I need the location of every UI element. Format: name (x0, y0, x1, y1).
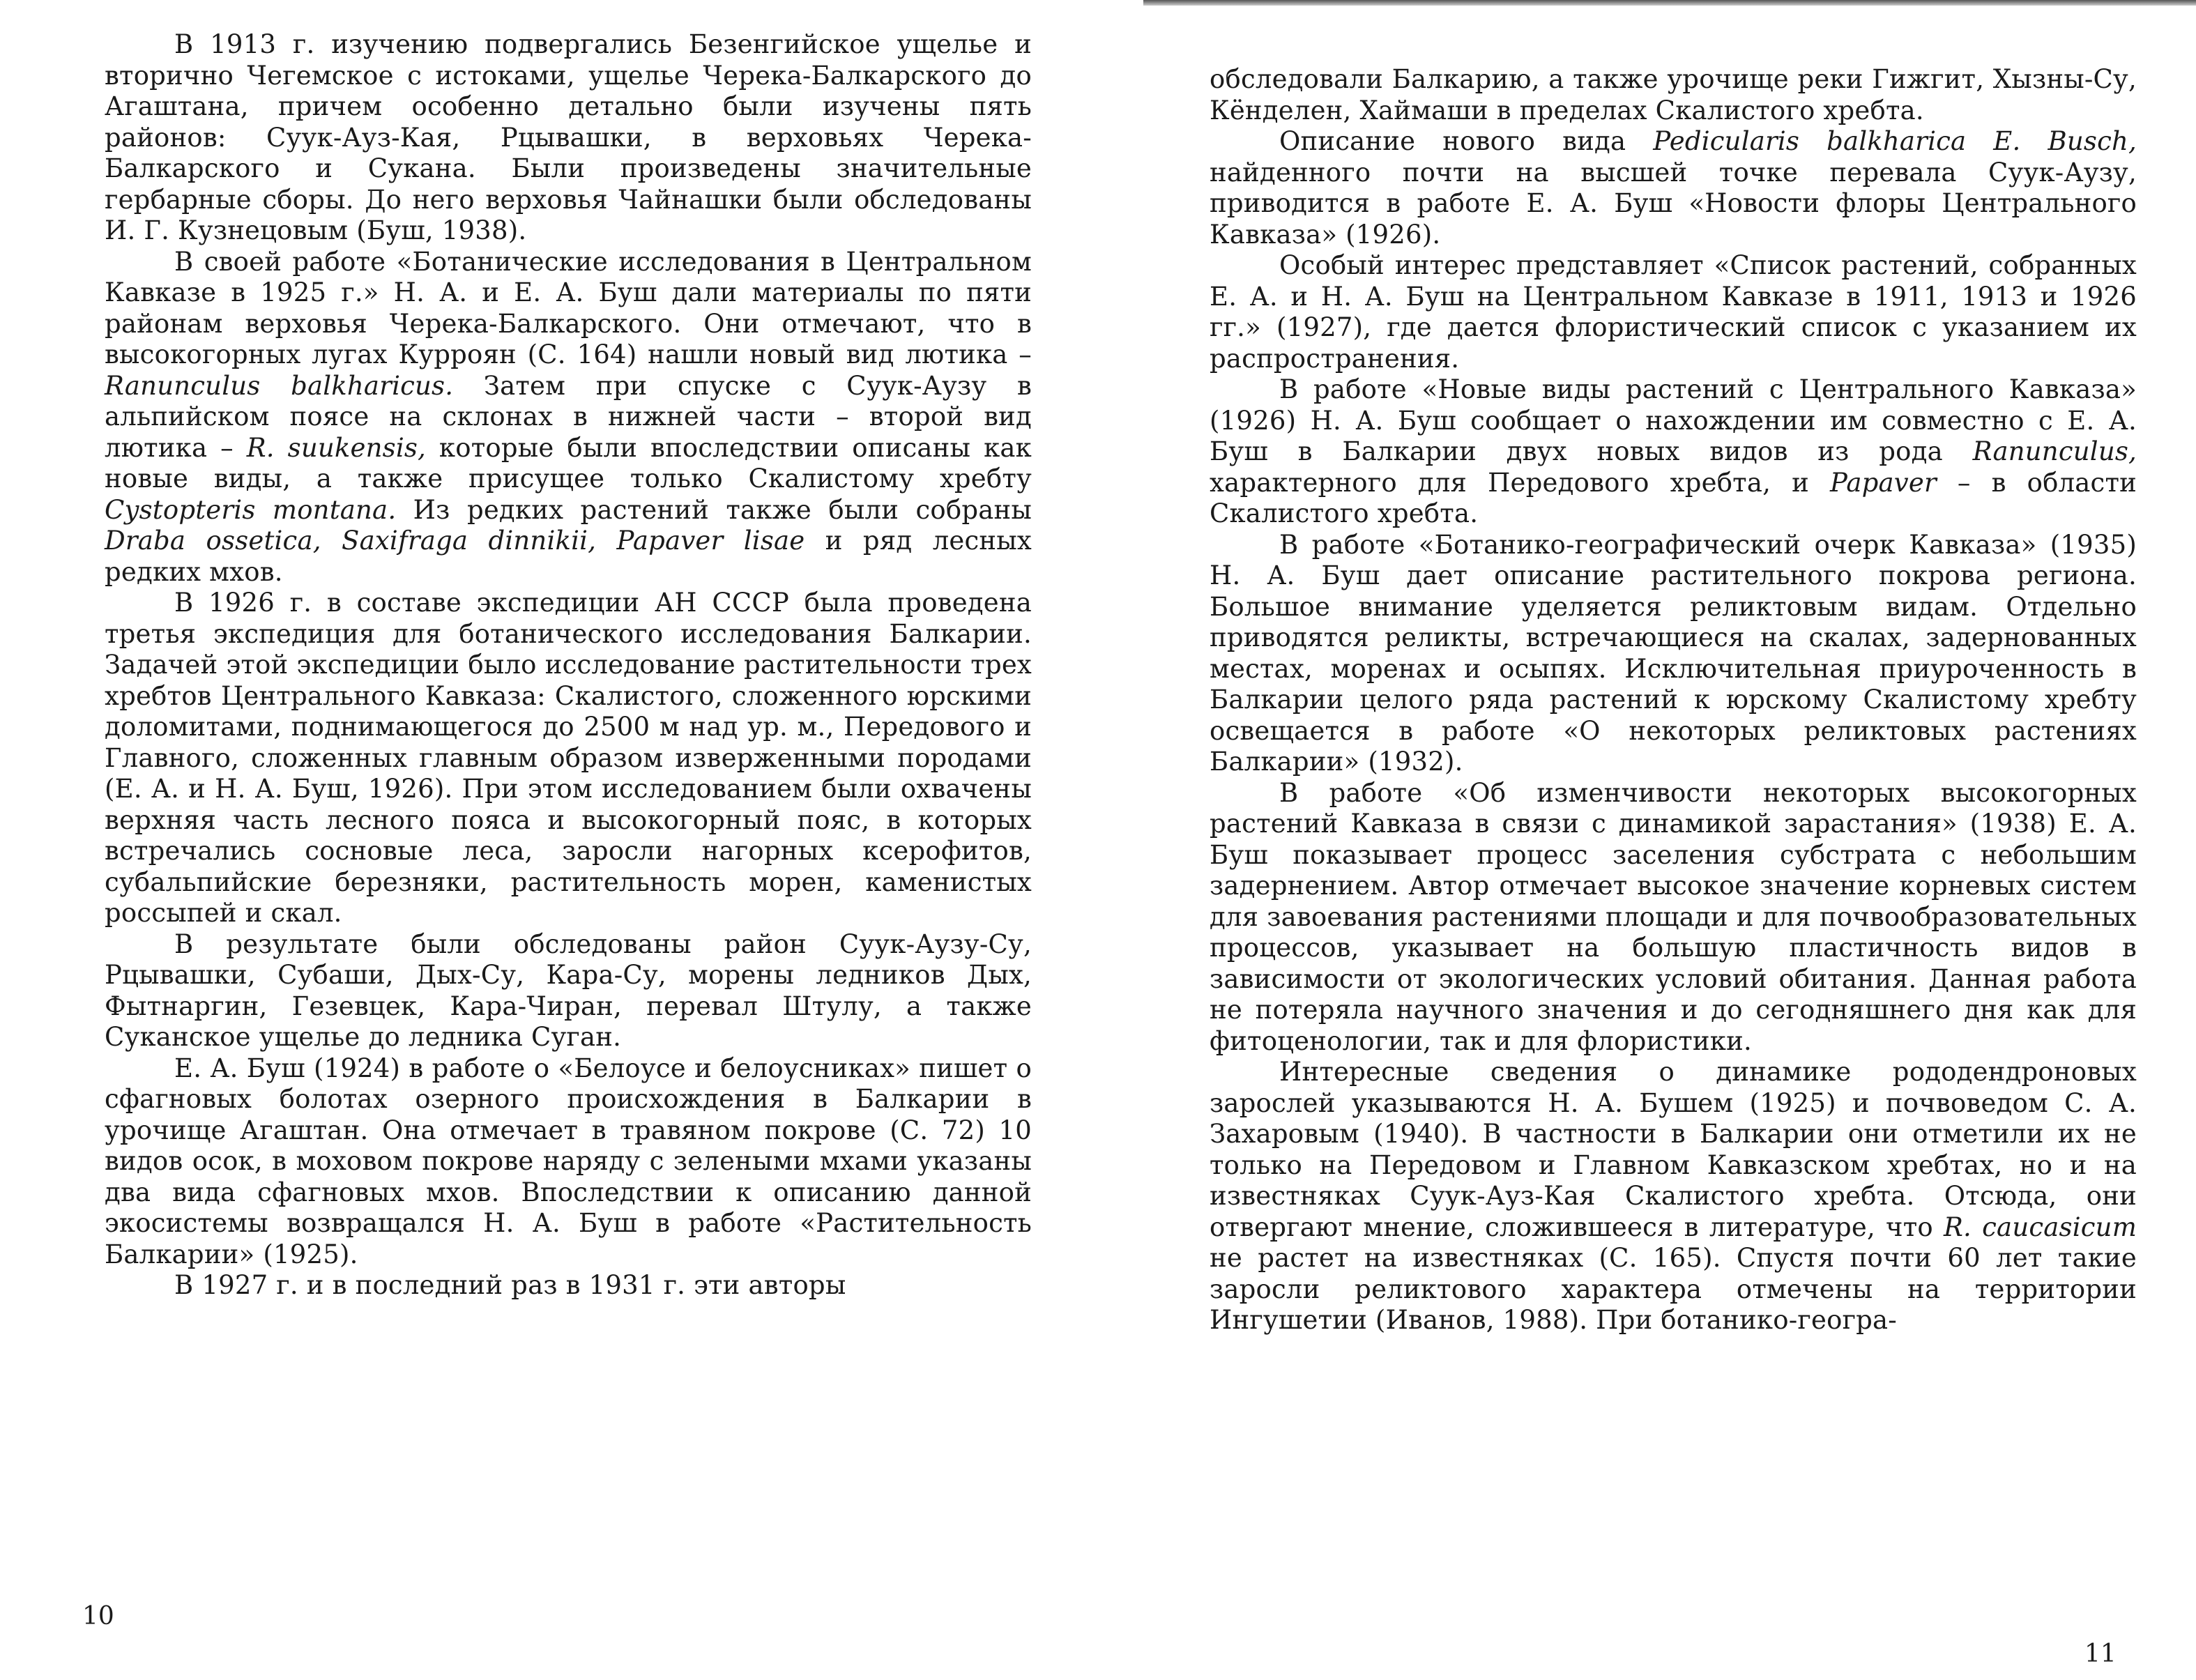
text-run: Из редких растений также были собраны (396, 494, 1032, 525)
paragraph (1210, 530, 2137, 778)
text-run: В работе «Об изменчивости некоторых высокогорных растений Кавказа в связи с динамикой зарастания» (1938) Е. А. Буш показывает процесс заселения субстрата с небольшим задернением. Автор отмечает высокое значение корневых систем для завоевания растениями площади и для почвообразовательных процессов, указывает на большую пластичность видов в зависимости от экологических условий обитания. Данная работа не потеряла научного значения и до сегодняшнего дня как для фитоценологии, так и для флористики. (1210, 777, 2137, 1056)
text-run: – в области Скалистого хребта. (1210, 467, 2137, 528)
left-text-column (105, 29, 1032, 1301)
text-run: Интересные сведения о динамике рододендроновых зарослей указываются Н. А. Бушем (1925) и почвоведом С. А. Захаровым (1940). В частности в Балкарии они отметили их не только на Передовом и Главном Кавказском хребтах, но и на известняках Суук-Ауз-Кая Скалистого хребта. Отсюда, они отвергают мнение, сложившееся в литературе, что (1210, 1057, 2137, 1242)
paragraph (1210, 1057, 2137, 1336)
text-run: и ряд лесных редких мхов. (105, 526, 1032, 587)
text-run: Особый интерес представляет «Список растений, собранных Е. А. и Н. А. Буш на Центральном Кавказе в 1911, 1913 и 1926 гг.» (1927), где дается флористический список с указанием их распространения. (1210, 250, 2137, 374)
latin-species-name: Pedicularis balkharica E. Busch, (1653, 126, 2137, 156)
latin-species-name: Cystopteris montana. (105, 494, 397, 525)
latin-species-name: R. caucasicum (1943, 1212, 2137, 1242)
left-page-number: 10 (82, 1602, 114, 1631)
paragraph (105, 588, 1032, 929)
text-run: В результате были обследованы район Суук-Аузу-Су, Рцывашки, Субаши, Дых-Су, Кара-Су, морены ледников Дых, Фытнаргин, Гезевцек, Кара-Чиран, перевал Штулу, а также Суканское ущелье до ледника Суган. (105, 929, 1032, 1052)
latin-species-name: Ranunculus, (1972, 436, 2137, 466)
latin-species-name: R. suukensis, (246, 432, 427, 463)
text-run: найденного почти на высшей точке перевала Суук-Аузу, приводится в работе Е. А. Буш «Новости флоры Центрального Кавказа» (1926). (1210, 157, 2137, 250)
paragraph (1210, 778, 2137, 1057)
text-run: характерного для Передового хребта, и (1210, 467, 1830, 498)
text-run: Затем при спуске с Суук-Аузу в альпийском поясе на склонах в нижней части – второй вид лютика – (105, 370, 1032, 463)
text-run: Е. А. Буш (1924) в работе о «Белоусе и белоусниках» пишет о сфагновых болотах озерного происхождения в Балкарии в урочище Агаштан. Она отмечает в травяном покрове (С. 72) 10 видов осок, в моховом покрове наряду с зелеными мхами указаны два вида сфагновых мхов. Впоследствии к описанию данной экосистемы возвращался Н. А. Буш в работе «Растительность Балкарии» (1925). (105, 1053, 1032, 1269)
text-run: В работе «Ботанико-географический очерк Кавказа» (1935) Н. А. Буш дает описание растительного покрова региона. Большое внимание уделяется реликтовым видам. Отдельно приводятся реликты, встречающиеся на скалах, задернованных местах, моренах и осыпях. Исключительная приуроченность в Балкарии целого ряда растений к юрскому Скалистому хребту освещается в работе «О некоторых реликтовых растениях Балкарии» (1932). (1210, 529, 2137, 777)
paragraph (105, 29, 1032, 247)
paragraph (1210, 250, 2137, 374)
text-run: которые были впоследствии описаны как новые виды, а также присущее только Скалистому хребту (105, 432, 1032, 494)
text-run: обследовали Балкарию, а также урочище реки Гижгит, Хызны-Су, Кёнделен, Хаймаши в пределах Скалистого хребта. (1210, 64, 2137, 125)
paragraph (1210, 374, 2137, 530)
latin-species-name: Ranunculus balkharicus. (105, 370, 454, 401)
paragraph (105, 1053, 1032, 1271)
text-run: В 1927 г. и в последний раз в 1931 г. эти авторы (174, 1270, 846, 1300)
paragraph (1210, 126, 2137, 250)
right-page-number: 11 (2084, 1640, 2117, 1668)
latin-species-name: Draba ossetica, Saxifraga dinnikii, Papaver lisae (105, 526, 805, 556)
text-run: В своей работе «Ботанические исследования в Центральном Кавказе в 1925 г.» Н. А. и Е. А. Буш дали материалы по пяти районам верховья Черека-Балкарского. Они отмечают, что в высокогорных лугах Курроян (С. 164) нашли новый вид лютика – (105, 246, 1032, 369)
text-run: Описание нового вида (1279, 126, 1654, 156)
paragraph (105, 1270, 1032, 1301)
right-page (1098, 0, 2196, 1680)
text-run: В 1926 г. в составе экспедиции АН СССР была проведена третья экспедиция для ботанического исследования Балкарии. Задачей этой экспедиции было исследование растительности трех хребтов Центрального Кавказа: Скалистого, сложенного юрскими доломитами, поднимающегося до 2500 м над ур. м., Передового и Главного, сложенных главным образом изверженными породами (Е. А. и Н. А. Буш, 1926). При этом исследованием были охвачены верхняя часть лесного пояса и высокогорный пояс, в которых встречались сосновые леса, заросли нагорных ксерофитов, субальпийские березняки, растительность морен, каменистых россыпей и скал. (105, 588, 1032, 928)
text-run: В 1913 г. изучению подвергались Безенгийское ущелье и вторично Чегемское с истоками, ущелье Черека-Балкарского до Агаштана, причем особенно детально были изучены пять районов: Суук-Ауз-Кая, Рцывашки, в верховьях Черека-Балкарского и Сукана. Были произведены значительные гербарные сборы. До него верховья Чайнашки были обследованы И. Г. Кузнецовым (Буш, 1938). (105, 29, 1032, 245)
right-text-column (1210, 64, 2137, 1336)
paragraph (105, 929, 1032, 1053)
paragraph (105, 247, 1032, 588)
text-run: не растет на известняках (С. 165). Спустя почти 60 лет такие заросли реликтового характера отмечены на территории Ингушетии (Иванов, 1988). При ботанико-геогра- (1210, 1243, 2137, 1335)
latin-species-name: Papaver (1829, 467, 1937, 498)
paragraph (1210, 64, 2137, 126)
text-run: В работе «Новые виды растений с Центрального Кавказа» (1926) Н. А. Буш сообщает о нахождении им совместно с Е. А. Буш в Балкарии двух новых видов из рода (1210, 374, 2137, 466)
